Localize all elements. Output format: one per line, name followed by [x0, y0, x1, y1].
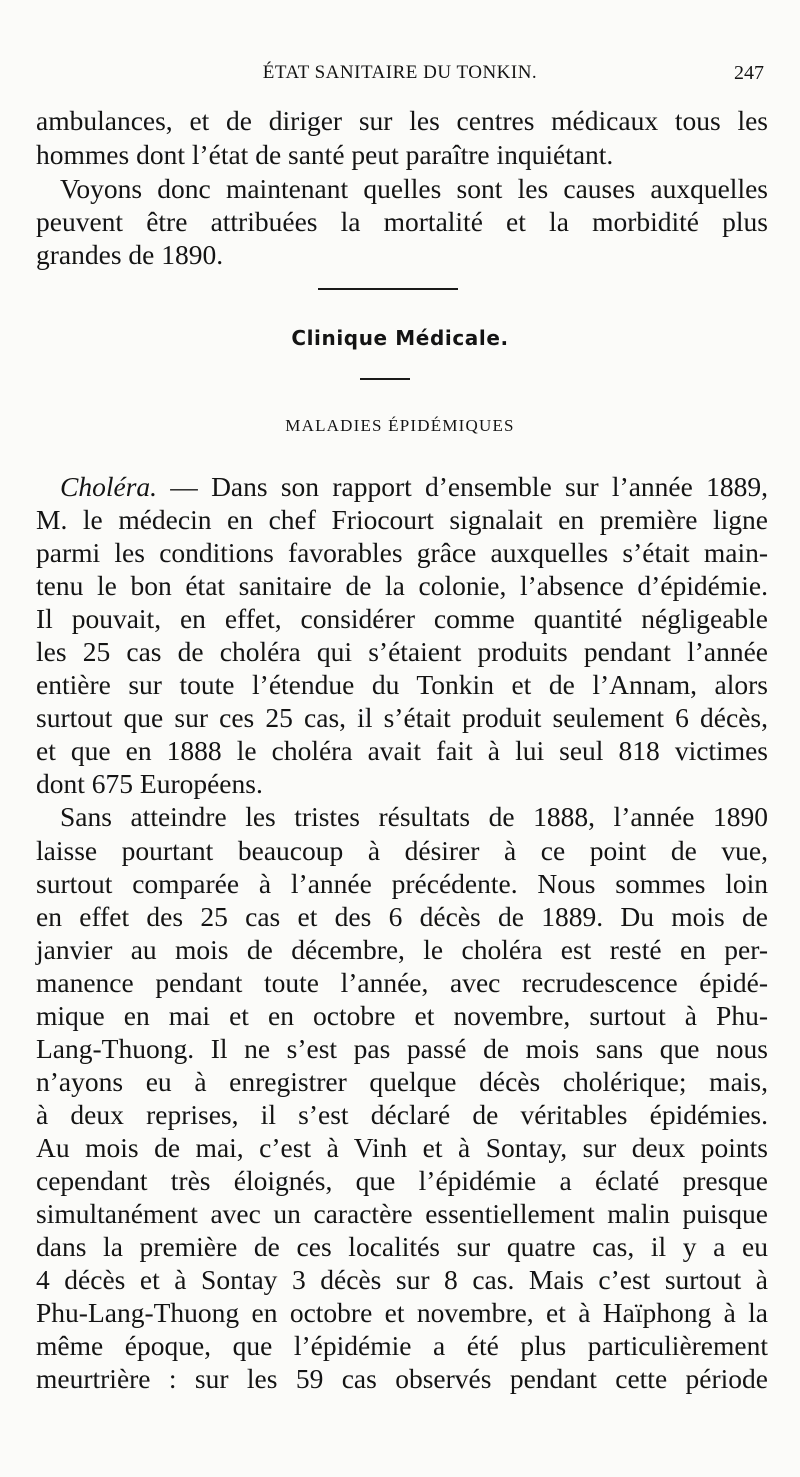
text-line: et que en 1888 le choléra avait fait à lui seul 818 victimes: [36, 735, 768, 766]
text-line: peuvent être attribuées la mortalité et la morbidité plus: [36, 206, 768, 237]
section-divider: [318, 288, 458, 290]
text-line: 4 décès et à Sontay 3 décès sur 8 cas. Mais c’est surtout à: [36, 1264, 768, 1295]
cholera-lead: Choléra.: [60, 471, 158, 502]
text-line: manence pendant toute l’année, avec recrudescence épidé-: [36, 967, 768, 998]
running-title: ÉTAT SANITAIRE DU TONKIN.: [262, 62, 538, 83]
text-line: grandes de 1890.: [36, 239, 224, 270]
running-head: [36, 62, 764, 92]
subsection-divider: [360, 378, 410, 380]
text-line: Au mois de mai, c’est à Vinh et à Sontay, sur deux points: [36, 1132, 768, 1163]
text-line: mique en mai et en octobre et novembre, surtout à Phu-: [36, 1000, 768, 1031]
text-line: Voyons donc maintenant quelles sont les causes auxquelles: [60, 173, 768, 204]
text-line: janvier au mois de décembre, le choléra est resté en per-: [36, 934, 768, 965]
text-line: surtout que sur ces 25 cas, il s’était produit seulement 6 décès,: [36, 702, 768, 733]
page-number: 247: [734, 62, 764, 84]
text-line: les 25 cas de choléra qui s’étaient produits pendant l’année: [36, 636, 768, 667]
text-line: en effet des 25 cas et des 6 décès de 1889. Du mois de: [36, 901, 768, 932]
text-line: parmi les conditions favorables grâce auxquelles s’était main-: [36, 537, 768, 568]
text-line: n’ayons eu à enregistrer quelque décès cholérique; mais,: [36, 1066, 768, 1097]
text-line: meurtrière : sur les 59 cas observés pendant cette période: [36, 1363, 768, 1394]
text-line: ambulances, et de diriger sur les centres médicaux tous les: [36, 105, 768, 136]
text-line: dans la première de ces localités sur quatre cas, il y a eu: [36, 1231, 768, 1262]
text-line: surtout comparée à l’année précédente. Nous sommes loin: [36, 868, 768, 899]
section-title: Clinique Médicale.: [291, 326, 509, 350]
text-line: Lang-Thuong. Il ne s’est pas passé de mois sans que nous: [36, 1033, 768, 1064]
subsection-title: MALADIES ÉPIDÉMIQUES: [285, 416, 515, 435]
cholera-first-line-rest: — Dans son rapport d’ensemble sur l’année 1889,: [157, 471, 768, 502]
text-line: à deux reprises, il s’est déclaré de véritables épidémies.: [36, 1099, 768, 1130]
text-line: hommes dont l’état de santé peut paraître inquiétant.: [36, 139, 614, 170]
text-line: tenu le bon état sanitaire de la colonie, l’absence d’épidémie.: [36, 570, 768, 601]
text-line: entière sur toute l’étendue du Tonkin et de l’Annam, alors: [36, 669, 768, 700]
text-line: Sans atteindre les tristes résultats de 1888, l’année 1890: [60, 801, 768, 832]
text-line: dont 675 Européens.: [36, 768, 263, 799]
text-line: simultanément avec un caractère essentiellement malin puisque: [36, 1198, 768, 1229]
text-line: même époque, que l’épidémie a été plus particulièrement: [36, 1330, 768, 1361]
text-line: M. le médecin en chef Friocourt signalait en première ligne: [36, 504, 768, 535]
text-line: laisse pourtant beaucoup à désirer à ce point de vue,: [36, 835, 768, 866]
text-line: Il pouvait, en effet, considérer comme quantité négligeable: [36, 603, 768, 634]
cholera-first-line: [60, 470, 768, 504]
text-line: Phu-Lang-Thuong en octobre et novembre, et à Haïphong à la: [36, 1297, 768, 1328]
text-line: cependant très éloignés, que l’épidémie a éclaté presque: [36, 1165, 768, 1196]
